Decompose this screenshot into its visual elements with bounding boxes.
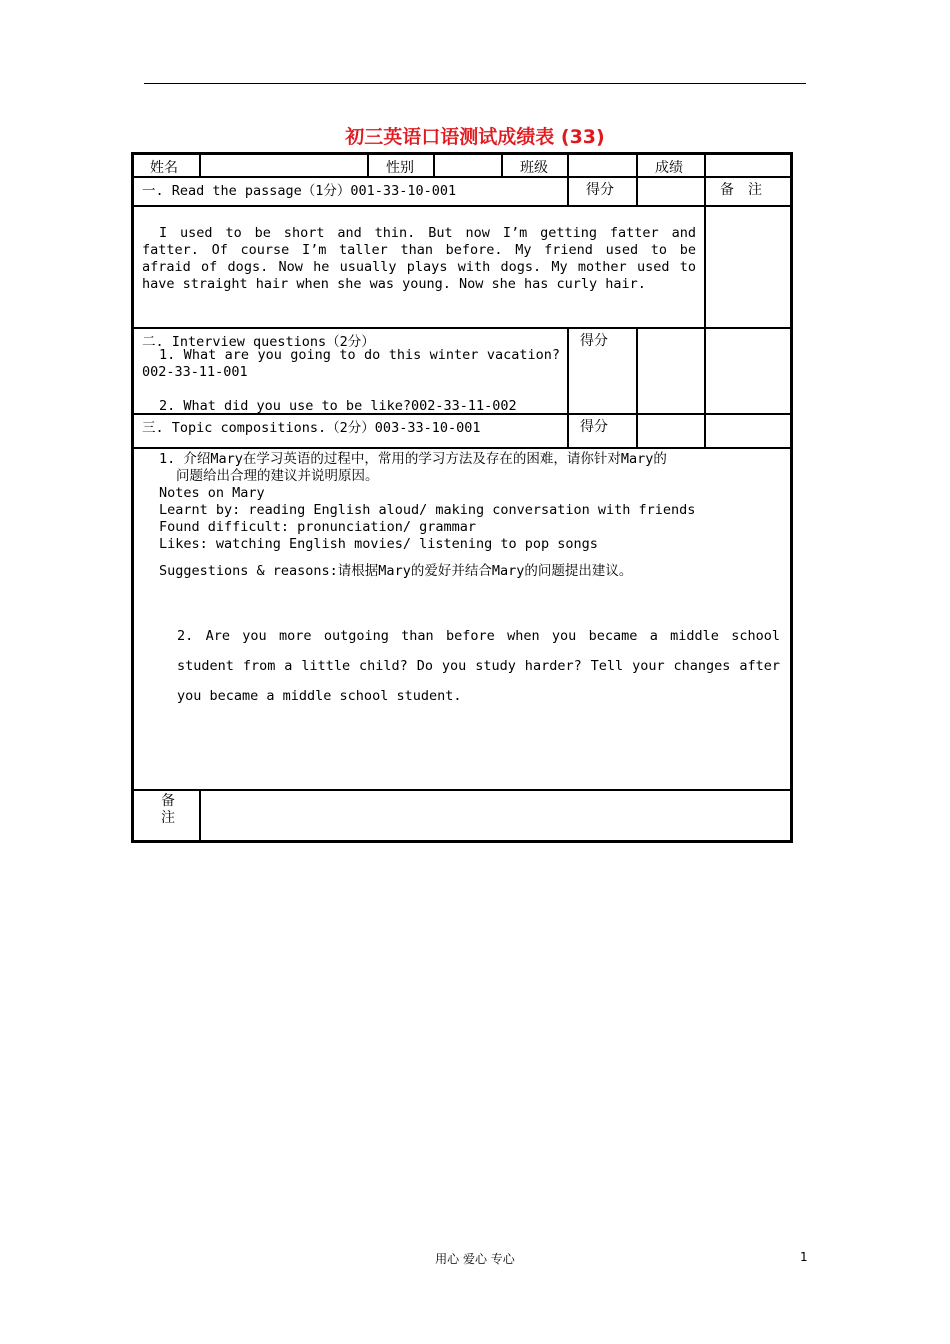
suggestions-prompt: Suggestions & reasons:请根据Mary的爱好并结合Mary的问题提出建议。 — [159, 563, 633, 579]
divider — [134, 447, 790, 449]
divider — [501, 155, 503, 176]
divider — [134, 205, 790, 207]
class-label: 班级 — [520, 160, 548, 176]
notes-likes: Likes: watching English movies/ listening to pop songs — [159, 536, 598, 552]
divider — [567, 176, 569, 205]
divider — [636, 155, 638, 176]
remarks-footer-field[interactable] — [202, 791, 790, 839]
section2-score-field[interactable] — [636, 329, 704, 413]
reading-passage: I used to be short and thin. But now I’m getting fatter and fatter. Of course I’m taller than before. My friend used to be afraid of dogs. Now he usually plays with dogs. My mother used to have straight hair when she was young. Now she has curly hair. — [142, 225, 696, 292]
section3-score-label: 得分 — [580, 419, 608, 435]
page-number: 1 — [800, 1250, 808, 1264]
section2-score-label: 得分 — [580, 333, 608, 349]
notes-title: Notes on Mary — [159, 485, 265, 501]
divider — [199, 789, 201, 840]
footer-slogan: 用心 爱心 专心 — [435, 1252, 515, 1266]
notes-difficult: Found difficult: pronunciation/ grammar — [159, 519, 476, 535]
score-sheet-table — [131, 152, 793, 843]
divider — [636, 176, 638, 205]
top-rule — [144, 83, 806, 84]
divider — [367, 155, 369, 176]
divider — [704, 155, 706, 176]
page-title: 初三英语口语测试成绩表 (33) — [345, 126, 605, 148]
section2-heading: 二. Interview questions（2分） — [142, 334, 375, 350]
topic-2: 2. Are you more outgoing than before when you became a middle school student from a little child? Do you study harder? Tell your changes after you became a middle school student. — [177, 628, 780, 704]
divider — [567, 155, 569, 176]
topic-1-line-2: 问题给出合理的建议并说明原因。 — [176, 468, 379, 484]
topic-1-line-1: 1. 介绍Mary在学习英语的过程中，常用的学习方法及存在的困难，请你针对Mary的 — [159, 451, 667, 467]
section3-remarks-field[interactable] — [706, 415, 790, 447]
divider — [567, 327, 569, 448]
section1-score-label: 得分 — [586, 182, 614, 198]
remarks-footer-label: 备 注 — [161, 793, 175, 826]
section1-score-field[interactable] — [636, 177, 704, 204]
divider — [199, 155, 201, 176]
name-label: 姓名 — [150, 160, 178, 176]
class-field[interactable] — [568, 157, 635, 175]
interview-question-1: 1. What are you going to do this winter vacation?002-33-11-001 — [142, 347, 560, 380]
gender-field[interactable] — [434, 157, 500, 175]
section1-heading: 一. Read the passage（1分）001-33-10-001 — [142, 183, 457, 199]
topic-1 — [159, 451, 695, 580]
section3-heading: 三. Topic compositions.（2分）003-33-10-001 — [142, 420, 481, 436]
notes-learnt: Learnt by: reading English aloud/ making conversation with friends — [159, 502, 696, 518]
total-score-field[interactable] — [704, 157, 787, 175]
total-score-label: 成绩 — [655, 160, 683, 176]
section3-score-field[interactable] — [636, 415, 704, 447]
section1-remarks-label: 备 注 — [720, 182, 762, 198]
divider — [433, 155, 435, 176]
gender-label: 性别 — [386, 160, 414, 176]
interview-question-2: 2. What did you use to be like?002-33-11-002 — [159, 398, 517, 414]
section2-remarks-field[interactable] — [706, 329, 790, 413]
section1-remarks-field[interactable] — [706, 207, 790, 327]
name-field[interactable] — [200, 157, 367, 175]
